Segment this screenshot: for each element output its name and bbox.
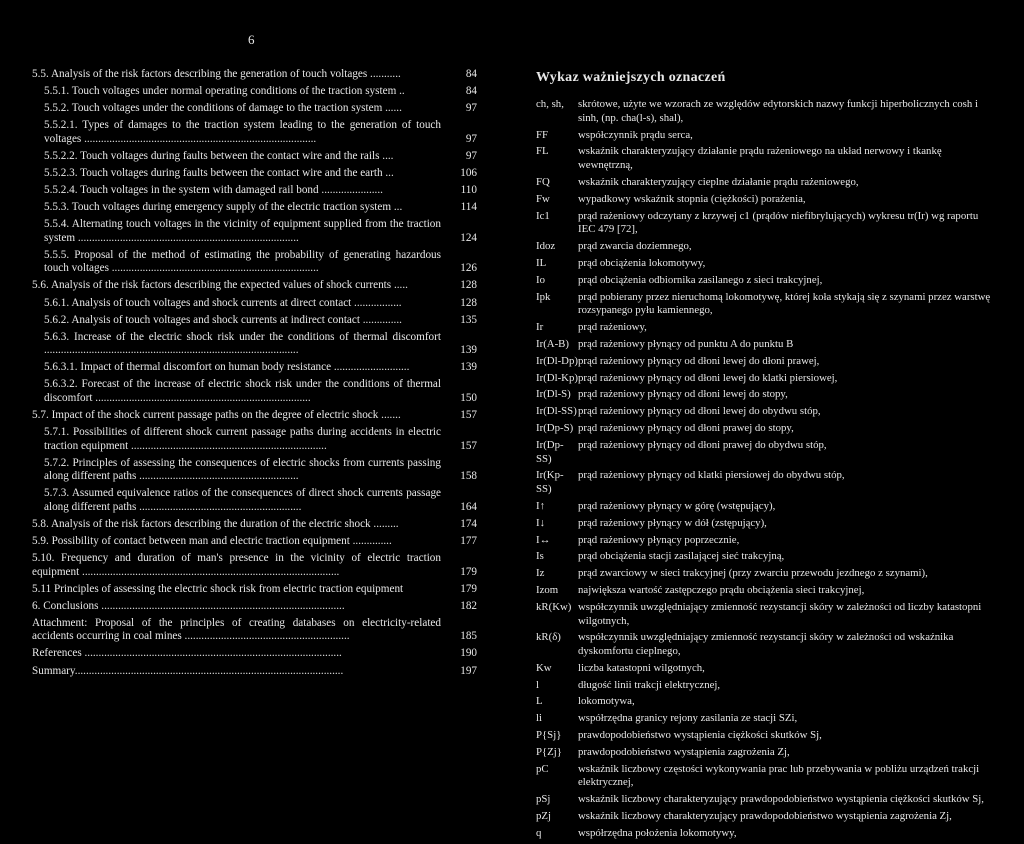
symbol-definition: prawdopodobieństwo wystąpienia ciężkości skutków Sj, xyxy=(578,729,822,742)
toc-entry-page: 139 xyxy=(460,344,477,357)
toc-entry-text: 5.5.1. Touch voltages under normal operating conditions of the traction system .. xyxy=(44,85,405,98)
symbol-term: li xyxy=(536,712,542,725)
toc-entry-text: 5.6. Analysis of the risk factors describing the expected values of shock currents ..... xyxy=(32,279,408,292)
symbol-entry xyxy=(536,712,996,726)
toc-entry-page: 182 xyxy=(460,599,477,612)
symbol-term: Ir(A-B) xyxy=(536,337,569,350)
symbol-term: Ipk xyxy=(536,290,551,303)
toc-entry-text: 5.7.1. Possibilities of different shock current passage paths during accidents in electric traction equipment ...................................................................... xyxy=(44,426,441,452)
toc-entry-page: 84 xyxy=(465,85,477,98)
toc-entry xyxy=(32,457,477,484)
symbol-definition: prąd rażeniowy płynący od dłoni prawej do obydwu stóp, xyxy=(578,438,827,451)
symbol-entry xyxy=(536,338,996,352)
toc-entry-text: 5.6.3.1. Impact of thermal discomfort on human body resistance ........................... xyxy=(44,361,410,374)
symbol-definition: prąd obciążenia stacji zasilającej sieć trakcyjną, xyxy=(578,550,785,563)
toc-entry xyxy=(32,409,477,423)
symbol-term: Io xyxy=(536,273,545,286)
symbol-definition: prawdopodobieństwo wystąpienia zagrożenia Zj, xyxy=(578,745,790,758)
toc-entry-text: 5.6.3. Increase of the electric shock risk under the conditions of thermal discomfort ........................................................................................... xyxy=(44,330,441,357)
toc-entry-text: 5.7.3. Assumed equivalence ratios of the consequences of direct shock currents passage along different paths .......................................................... xyxy=(44,487,441,513)
toc-entry-page: 197 xyxy=(460,664,477,677)
symbol-term: P{Sj} xyxy=(536,729,562,742)
toc-entry-page: 174 xyxy=(460,517,477,530)
symbol-term: FL xyxy=(536,145,549,158)
symbol-entry xyxy=(536,601,996,629)
toc-entry-text: 5.7. Impact of the shock current passage paths on the degree of electric shock ....... xyxy=(32,409,401,421)
symbol-term: Ir(Dp-SS) xyxy=(536,438,564,465)
symbol-term: Iz xyxy=(536,567,545,580)
symbol-term: P{Zj} xyxy=(536,745,562,758)
toc-entry xyxy=(32,85,477,99)
toc-entry-page: 177 xyxy=(460,534,477,547)
symbol-definition: wypadkowy wskaźnik stopnia (ciężkości) porażenia, xyxy=(578,192,806,205)
symbol-entry xyxy=(536,517,996,531)
toc-entry-page: 150 xyxy=(460,391,477,404)
toc-entry-page: 110 xyxy=(460,184,477,197)
toc-entry xyxy=(32,201,477,215)
symbol-entry xyxy=(536,176,996,190)
toc-entry xyxy=(32,184,477,198)
toc-entry xyxy=(32,314,477,328)
toc-entry-text: Summary................................................................................................ xyxy=(32,664,344,677)
symbol-term: kR(δ) xyxy=(536,631,561,644)
toc-entry-page: 179 xyxy=(460,565,477,578)
symbols-list xyxy=(536,70,996,844)
symbol-entry xyxy=(536,405,996,419)
toc-entry-page: 97 xyxy=(465,132,477,145)
symbol-term: Idoz xyxy=(536,240,556,253)
symbol-term: ch, sh, xyxy=(536,98,564,110)
symbol-term: kR(Kw) xyxy=(536,600,572,613)
toc-entry xyxy=(32,552,477,579)
symbol-entry xyxy=(536,746,996,760)
toc-entry-page: 185 xyxy=(460,630,477,643)
symbol-entry xyxy=(536,584,996,598)
symbol-definition: wskaźnik liczbowy częstości wykonywania prac lub przebywania w pobliżu urządzeń trakcji elektrycznej, xyxy=(578,762,980,789)
symbol-entry xyxy=(536,810,996,824)
toc-entry-text: 6. Conclusions ....................................................................................... xyxy=(32,599,345,612)
symbol-entry xyxy=(536,763,996,791)
symbol-definition: prąd obciążenia odbiornika zasilanego z sieci trakcyjnej, xyxy=(578,273,823,286)
symbol-entry xyxy=(536,193,996,207)
symbol-entry xyxy=(536,422,996,436)
symbol-term: IL xyxy=(536,256,547,269)
symbol-entry xyxy=(536,388,996,402)
toc-entry-page: 157 xyxy=(460,409,477,421)
symbol-entry xyxy=(536,257,996,271)
toc-entry xyxy=(32,119,477,146)
symbol-term: pSj xyxy=(536,793,551,806)
symbol-entry xyxy=(536,439,996,467)
symbol-term: L xyxy=(536,695,543,708)
toc-entry-text: 5.5.4. Alternating touch voltages in the vicinity of equipment supplied from the traction system ............................................................................... xyxy=(44,218,441,244)
symbol-definition: prąd rażeniowy płynący od klatki piersiowej do obydwu stóp, xyxy=(578,469,845,482)
toc-entry-page: 97 xyxy=(465,149,477,162)
symbol-entry xyxy=(536,372,996,386)
toc-entry-text: References ............................................................................................ xyxy=(32,647,342,660)
symbol-term: Ir(Dl-S) xyxy=(536,388,571,401)
symbol-definition: prąd pobierany przez nieruchomą lokomotywę, której koła stykają się z szynami przez warstwę rozsypanego pyłu kamiennego, xyxy=(578,290,991,317)
toc-entry-text: 5.5.2.1. Types of damages to the traction system leading to the generation of touch voltages ................................................................................... xyxy=(44,119,441,145)
symbol-term: Ir(Dp-S) xyxy=(536,421,574,434)
symbol-entry xyxy=(536,662,996,676)
symbol-entry xyxy=(536,631,996,659)
symbol-definition: wskaźnik liczbowy charakteryzujący prawdopodobieństwo wystąpienia ciężkości skutków Sj, xyxy=(578,793,984,806)
symbol-entry xyxy=(536,567,996,581)
toc-entry-page: 126 xyxy=(460,262,477,275)
symbol-entry xyxy=(536,240,996,254)
symbol-term: Ic1 xyxy=(536,209,550,222)
toc-entry-page: 114 xyxy=(460,201,477,214)
symbol-entry xyxy=(536,274,996,288)
symbol-term: l xyxy=(536,678,539,691)
symbols-title: Wykaz ważniejszych oznaczeń xyxy=(536,70,726,85)
toc-entry-text: 5.5. Analysis of the risk factors describing the generation of touch voltages ........... xyxy=(32,68,401,80)
symbol-definition: prąd rażeniowy odczytany z krzywej c1 (prądów niefibrylujących) wykresu tr(Ir) wg raportu IEC 479 [72], xyxy=(578,209,979,236)
symbol-definition: prąd rażeniowy, xyxy=(578,321,647,334)
toc-entry xyxy=(32,297,477,311)
symbol-term: Ir(Dl-Kp) xyxy=(536,371,578,384)
toc-entry-text: 5.5.5. Proposal of the method of estimating the probability of generating hazardous touch voltages .......................................................................... xyxy=(44,248,441,275)
toc-entry xyxy=(32,150,477,164)
toc-entry-text: 5.5.2.2. Touch voltages during faults between the contact wire and the rails .... xyxy=(44,149,394,162)
symbol-definition: prąd rażeniowy płynący od dłoni prawej do stopy, xyxy=(578,421,794,434)
toc-entry-page: 128 xyxy=(460,279,477,292)
symbol-definition: prąd zwarcia doziemnego, xyxy=(578,240,692,253)
symbol-definition: liczba katastopni wilgotnych, xyxy=(578,661,705,674)
symbol-term: Ir(Dl-SS) xyxy=(536,405,577,418)
symbol-entry xyxy=(536,679,996,693)
toc-entry xyxy=(32,218,477,245)
symbol-entry xyxy=(536,695,996,709)
toc-entry-page: 139 xyxy=(460,361,477,374)
symbol-definition: lokomotywa, xyxy=(578,695,635,708)
toc-entry-page: 128 xyxy=(460,296,477,309)
symbol-entry xyxy=(536,321,996,335)
toc-entry-page: 106 xyxy=(460,166,477,179)
symbol-entry xyxy=(536,793,996,807)
toc-entry-text: 5.7.2. Principles of assessing the consequences of electric shocks from currents passing along different paths ......................................................... xyxy=(44,456,441,483)
toc-entry-text: 5.6.2. Analysis of touch voltages and shock currents at indirect contact .............. xyxy=(44,313,402,326)
toc-entry xyxy=(32,665,477,679)
toc-entry xyxy=(32,487,477,514)
toc-entry xyxy=(32,600,477,614)
symbol-definition: prąd rażeniowy płynący od dłoni lewej do stopy, xyxy=(578,388,788,401)
symbol-definition: długość linii trakcji elektrycznej, xyxy=(578,678,721,691)
toc-entry xyxy=(32,68,477,82)
symbol-entry xyxy=(536,355,996,369)
symbol-definition: prąd rażeniowy płynący w dół (zstępujący), xyxy=(578,516,767,529)
symbol-entry xyxy=(536,534,996,548)
toc-entry-page: 84 xyxy=(465,68,477,80)
toc-entry-page: 164 xyxy=(460,500,477,513)
symbol-definition: współczynnik prądu serca, xyxy=(578,128,693,141)
toc-entry xyxy=(32,617,477,644)
toc-entry xyxy=(32,279,477,293)
toc-entry-text: 5.5.2. Touch voltages under the conditions of damage to the traction system ...... xyxy=(44,102,402,115)
symbol-definition: wskaźnik charakteryzujący cieplne działanie prądu rażeniowego, xyxy=(578,175,859,188)
symbol-term: Fw xyxy=(536,192,550,205)
toc-entry xyxy=(32,167,477,181)
symbol-term: Is xyxy=(536,550,544,563)
symbol-definition: największa wartość zastępczego prądu obciążenia sieci trakcyjnej, xyxy=(578,583,865,596)
toc-entry-text: 5.11 Principles of assessing the electric shock risk from electric traction equipment xyxy=(32,582,404,595)
symbol-term: pZj xyxy=(536,810,551,823)
symbol-term: pC xyxy=(536,762,549,775)
symbol-entry xyxy=(536,291,996,319)
symbol-term: q xyxy=(536,826,542,839)
symbol-definition: wskaźnik charakteryzujący działanie prądu rażeniowego na układ nerwowy i tkankę wewnętrzną, xyxy=(578,145,942,172)
toc-entry-text: 5.6.1. Analysis of touch voltages and shock currents at direct contact ................. xyxy=(44,296,402,309)
symbol-definition: współrzędna granicy rejony zasilania ze stacji SZi, xyxy=(578,712,798,725)
symbol-entry xyxy=(536,129,996,143)
symbol-term: Izom xyxy=(536,583,559,596)
toc-entry-text: 5.8. Analysis of the risk factors describing the duration of the electric shock ......... xyxy=(32,517,399,530)
toc-entry-text: Attachment: Proposal of the principles of creating databases on electricity-related accidents occurring in coal mines ........................................................... xyxy=(32,616,441,643)
toc-entry-text: 5.9. Possibility of contact between man and electric traction equipment .............. xyxy=(32,534,392,547)
toc-entry xyxy=(32,378,477,405)
symbol-entry xyxy=(536,827,996,841)
toc-entry xyxy=(32,426,477,453)
symbol-entry xyxy=(536,550,996,564)
symbol-entry xyxy=(536,210,996,238)
symbol-entry xyxy=(536,729,996,743)
toc-entry xyxy=(32,583,477,597)
toc-entry xyxy=(32,647,477,661)
symbol-definition: współczynnik uwzględniający zmienność rezystancji skóry w zależności od liczby katastopni wilgotnych, xyxy=(578,600,982,627)
symbol-entry xyxy=(536,469,996,497)
symbol-entry xyxy=(536,145,996,173)
toc-entry-page: 158 xyxy=(460,470,477,483)
symbol-term: I↓ xyxy=(536,516,545,529)
toc-entry-page: 135 xyxy=(460,313,477,326)
symbol-definition: wskaźnik liczbowy charakteryzujący prawdopodobieństwo wystąpienia zagrożenia Zj, xyxy=(578,810,952,823)
toc-entry xyxy=(32,102,477,116)
page-number: 6 xyxy=(248,32,255,47)
symbol-definition: prąd rażeniowy płynący od punktu A do punktu B xyxy=(578,337,794,350)
symbol-term: Ir xyxy=(536,321,544,334)
toc-entry-page: 190 xyxy=(460,647,477,660)
toc-entry-text: 5.5.3. Touch voltages during emergency supply of the electric traction system ... xyxy=(44,201,403,214)
symbol-definition: współrzędna położenia lokomotywy, xyxy=(578,826,737,839)
symbol-definition: skrótowe, użyte we wzorach ze względów edytorskich nazwy funkcji hiperbolicznych cosh i sinh, (np. cha(l-s), shal), xyxy=(578,98,978,124)
toc-entry xyxy=(32,361,477,375)
symbol-definition: prąd rażeniowy płynący od dłoni lewej do dłoni prawej, xyxy=(578,354,820,367)
toc-entry-text: 5.10. Frequency and duration of man's presence in the vicinity of electric traction equipment ............................................................................................ xyxy=(32,552,441,578)
symbol-term: Ir(Dl-Dp) xyxy=(536,354,578,367)
toc-entry-page: 157 xyxy=(460,439,477,452)
symbol-term: Ir(Kp-SS) xyxy=(536,469,564,496)
symbol-term: I↑ xyxy=(536,499,545,512)
toc-entry-page: 124 xyxy=(460,231,477,244)
toc-entry-text: 5.5.2.3. Touch voltages during faults between the contact wire and the earth ... xyxy=(44,166,394,179)
symbol-definition: prąd rażeniowy płynący poprzecznie, xyxy=(578,533,740,546)
symbol-term: I↔ xyxy=(536,533,551,546)
symbol-definition: prąd obciążenia lokomotywy, xyxy=(578,256,706,269)
symbol-definition: prąd rażeniowy płynący w górę (wstępujący), xyxy=(578,499,776,512)
toc-entry-text: 5.6.3.2. Forecast of the increase of electric shock risk under the conditions of thermal discomfort ............................................................................. xyxy=(44,378,441,404)
symbol-definition: prąd rażeniowy płynący od dłoni lewej do klatki piersiowej, xyxy=(578,371,838,384)
symbol-entry xyxy=(536,98,996,126)
symbol-entry xyxy=(536,500,996,514)
toc-entry xyxy=(32,535,477,549)
symbol-definition: współczynnik uwzględniający zmienność rezystancji skóry w zależności od wskaźnika dyskomfortu cieplnego, xyxy=(578,631,954,658)
symbol-definition: prąd zwarciowy w sieci trakcyjnej (przy zwarciu przewodu jezdnego z szynami), xyxy=(578,567,928,580)
table-of-contents xyxy=(32,68,477,682)
symbol-definition: prąd rażeniowy płynący od dłoni lewej do obydwu stóp, xyxy=(578,405,821,418)
toc-entry xyxy=(32,518,477,532)
toc-entry xyxy=(32,331,477,358)
toc-entry-page: 179 xyxy=(460,582,477,595)
toc-entry-page: 97 xyxy=(465,102,477,115)
toc-entry xyxy=(32,249,477,276)
symbol-term: FQ xyxy=(536,175,550,188)
toc-entry-text: 5.5.2.4. Touch voltages in the system with damaged rail bond ...................... xyxy=(44,184,383,197)
symbol-term: FF xyxy=(536,128,549,141)
symbol-term: Kw xyxy=(536,661,552,674)
